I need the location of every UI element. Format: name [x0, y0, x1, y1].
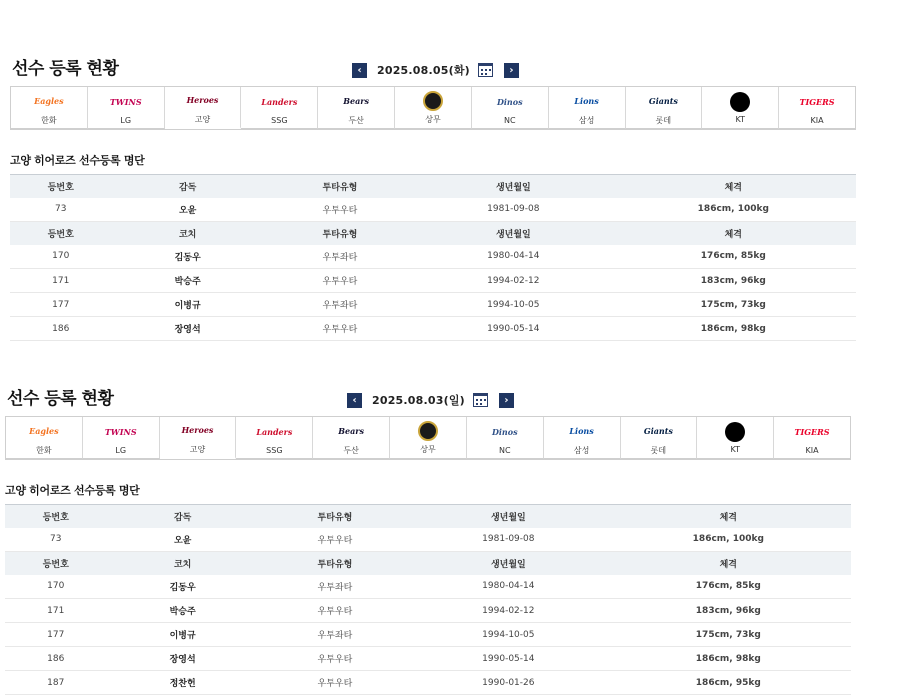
eagles-logo-icon: Eagles [34, 95, 64, 106]
team-tab-sangmu[interactable] [395, 87, 472, 129]
team-tab-twins[interactable] [83, 417, 160, 459]
birthdate-cell: 1981-09-08 [411, 528, 606, 552]
heroes-logo-icon: Heroes [181, 425, 214, 435]
giants-logo-icon: Giants [643, 425, 673, 436]
team-name: 고양 [194, 115, 211, 124]
team-name: NC [498, 445, 511, 455]
column-header: 생년월일 [416, 222, 611, 245]
number-cell: 73 [10, 198, 112, 222]
bears-logo-icon: Bears [343, 95, 370, 106]
team-name: 두산 [343, 445, 359, 455]
calendar-icon[interactable] [473, 393, 488, 407]
column-header: 생년월일 [411, 505, 606, 528]
team-tab-eagles[interactable] [6, 417, 83, 459]
physique-cell: 183cm, 96kg [606, 599, 851, 623]
name-cell: 오윤 [107, 528, 259, 552]
team-name: KT [735, 114, 745, 124]
bat-throw-cell: 우투우타 [259, 528, 411, 552]
table-header-row [5, 505, 851, 528]
bat-throw-cell: 우투좌타 [264, 245, 416, 269]
team-name: LG [120, 115, 132, 125]
column-header: 생년월일 [416, 175, 611, 198]
team-name: 두산 [348, 115, 364, 125]
column-header: 투타유형 [259, 552, 411, 575]
team-tab-tigers[interactable] [774, 417, 850, 459]
team-tab-heroes[interactable] [160, 417, 237, 459]
birthdate-cell: 1980-04-14 [411, 575, 606, 599]
registration-section-1 [10, 52, 856, 341]
team-tab-bears[interactable] [313, 417, 390, 459]
team-name: 롯데 [650, 445, 667, 455]
bat-throw-cell: 우투좌타 [264, 293, 416, 317]
birthdate-cell: 1990-01-26 [411, 671, 606, 695]
team-tab-sangmu[interactable] [390, 417, 467, 459]
column-header: 등번호 [10, 175, 112, 198]
date-navigator [352, 62, 519, 78]
team-name: 삼성 [578, 115, 595, 125]
column-header: 등번호 [5, 552, 107, 575]
bat-throw-cell: 우투우타 [264, 269, 416, 293]
column-header: 체격 [606, 552, 851, 575]
roster-title: 고양 히어로즈 선수등록 명단 [10, 154, 145, 167]
lions-logo-icon: Lions [574, 95, 599, 106]
team-name: 한화 [36, 445, 52, 455]
prev-date-button[interactable]: ‹ [352, 63, 367, 78]
team-name: NC [503, 115, 516, 125]
team-name: KIA [810, 115, 824, 125]
physique-cell: 186cm, 100kg [611, 198, 856, 222]
team-tab-wiz[interactable] [697, 417, 774, 459]
prev-date-button[interactable]: ‹ [347, 393, 362, 408]
team-tab-bar [5, 416, 851, 460]
team-name: 상무 [420, 444, 436, 454]
team-tab-dinos[interactable] [467, 417, 544, 459]
name-cell: 박승주 [107, 599, 259, 623]
team-name: SSG [271, 115, 288, 125]
physique-cell: 186cm, 98kg [611, 317, 856, 341]
table-header-row [10, 175, 856, 198]
eagles-logo-icon: Eagles [29, 425, 59, 436]
tigers-logo-icon: TIGERS [794, 426, 830, 437]
team-tab-bar [10, 86, 856, 130]
number-cell: 170 [5, 575, 107, 599]
column-header: 등번호 [5, 505, 107, 528]
giants-logo-icon: Giants [648, 95, 678, 106]
number-cell: 73 [5, 528, 107, 552]
number-cell: 186 [5, 647, 107, 671]
birthdate-cell: 1994-10-05 [416, 293, 611, 317]
bat-throw-cell: 우투우타 [259, 647, 411, 671]
number-cell: 186 [10, 317, 112, 341]
physique-cell: 186cm, 95kg [606, 671, 851, 695]
bat-throw-cell: 우투좌타 [259, 575, 411, 599]
column-header: 생년월일 [411, 552, 606, 575]
team-tab-giants[interactable] [626, 87, 703, 129]
column-header: 투타유형 [264, 175, 416, 198]
team-name: 상무 [425, 114, 441, 124]
physique-cell: 175cm, 73kg [611, 293, 856, 317]
birthdate-cell: 1994-02-12 [411, 599, 606, 623]
team-name: SSG [266, 445, 283, 455]
physique-cell: 175cm, 73kg [606, 623, 851, 647]
table-header-row [10, 222, 856, 245]
team-tab-eagles[interactable] [11, 87, 88, 129]
next-date-button[interactable]: › [499, 393, 514, 408]
team-tab-dinos[interactable] [472, 87, 549, 129]
section-header [10, 52, 856, 80]
registration-section-2 [5, 382, 851, 695]
table-row [5, 623, 851, 647]
team-tab-landers[interactable] [241, 87, 318, 129]
name-cell: 이병규 [112, 293, 264, 317]
roster-table [10, 174, 856, 341]
current-date: 2025.08.05(화) [377, 64, 470, 77]
bat-throw-cell: 우투우타 [259, 671, 411, 695]
team-name: 삼성 [573, 445, 590, 455]
team-tab-giants[interactable] [621, 417, 698, 459]
physique-cell: 176cm, 85kg [611, 245, 856, 269]
team-name: LG [115, 445, 127, 455]
table-row [10, 245, 856, 269]
bat-throw-cell: 우투우타 [259, 599, 411, 623]
birthdate-cell: 1994-10-05 [411, 623, 606, 647]
number-cell: 171 [10, 269, 112, 293]
team-name: 한화 [41, 115, 57, 125]
team-tab-lions[interactable] [544, 417, 621, 459]
name-cell: 김동우 [112, 245, 264, 269]
team-tab-lions[interactable] [549, 87, 626, 129]
name-cell: 정찬헌 [107, 671, 259, 695]
birthdate-cell: 1980-04-14 [416, 245, 611, 269]
table-row [10, 317, 856, 341]
birthdate-cell: 1981-09-08 [416, 198, 611, 222]
number-cell: 177 [10, 293, 112, 317]
column-header: 감독 [112, 175, 264, 198]
bat-throw-cell: 우투좌타 [259, 623, 411, 647]
team-tab-twins[interactable] [88, 87, 165, 129]
table-row [5, 599, 851, 623]
twins-logo-icon: TWINS [104, 426, 137, 437]
table-row [5, 575, 851, 599]
bat-throw-cell: 우투우타 [264, 317, 416, 341]
team-tab-tigers[interactable] [779, 87, 855, 129]
wiz-logo-icon [725, 422, 745, 442]
number-cell: 177 [5, 623, 107, 647]
physique-cell: 183cm, 96kg [611, 269, 856, 293]
table-header-row [5, 552, 851, 575]
table-row [10, 293, 856, 317]
name-cell: 오윤 [112, 198, 264, 222]
current-date: 2025.08.03(일) [372, 394, 465, 407]
team-name: KIA [805, 445, 819, 455]
date-navigator [347, 392, 514, 408]
column-header: 체격 [606, 505, 851, 528]
calendar-icon[interactable] [478, 63, 493, 77]
roster-title: 고양 히어로즈 선수등록 명단 [5, 484, 140, 497]
column-header: 코치 [107, 552, 259, 575]
dinos-logo-icon: Dinos [496, 96, 523, 107]
table-row [5, 528, 851, 552]
landers-logo-icon: Landers [256, 426, 293, 437]
column-header: 등번호 [10, 222, 112, 245]
dinos-logo-icon: Dinos [491, 426, 518, 437]
column-header: 체격 [611, 222, 856, 245]
table-row [10, 198, 856, 222]
landers-logo-icon: Landers [261, 96, 298, 107]
name-cell: 장영석 [107, 647, 259, 671]
twins-logo-icon: TWINS [109, 96, 142, 107]
table-row [5, 671, 851, 695]
team-tab-landers[interactable] [236, 417, 313, 459]
column-header: 감독 [107, 505, 259, 528]
name-cell: 김동우 [107, 575, 259, 599]
birthdate-cell: 1990-05-14 [411, 647, 606, 671]
team-name: KT [730, 444, 740, 454]
next-date-button[interactable]: › [504, 63, 519, 78]
sangmu-logo-icon [418, 421, 438, 441]
name-cell: 이병규 [107, 623, 259, 647]
team-tab-bears[interactable] [318, 87, 395, 129]
lions-logo-icon: Lions [569, 425, 594, 436]
team-name: 고양 [189, 445, 206, 454]
name-cell: 장영석 [112, 317, 264, 341]
number-cell: 187 [5, 671, 107, 695]
name-cell: 박승주 [112, 269, 264, 293]
tigers-logo-icon: TIGERS [799, 96, 835, 107]
column-header: 투타유형 [264, 222, 416, 245]
number-cell: 171 [5, 599, 107, 623]
column-header: 코치 [112, 222, 264, 245]
team-tab-heroes[interactable] [165, 87, 242, 129]
team-tab-wiz[interactable] [702, 87, 779, 129]
table-row [5, 647, 851, 671]
physique-cell: 176cm, 85kg [606, 575, 851, 599]
column-header: 투타유형 [259, 505, 411, 528]
page-title: 선수 등록 현황 [7, 389, 114, 409]
birthdate-cell: 1994-02-12 [416, 269, 611, 293]
column-header: 체격 [611, 175, 856, 198]
physique-cell: 186cm, 98kg [606, 647, 851, 671]
team-name: 롯데 [655, 115, 672, 125]
section-header [5, 382, 851, 410]
number-cell: 170 [10, 245, 112, 269]
wiz-logo-icon [730, 92, 750, 112]
sangmu-logo-icon [423, 91, 443, 111]
bat-throw-cell: 우투우타 [264, 198, 416, 222]
heroes-logo-icon: Heroes [186, 95, 219, 105]
physique-cell: 186cm, 100kg [606, 528, 851, 552]
roster-table [5, 504, 851, 695]
birthdate-cell: 1990-05-14 [416, 317, 611, 341]
page-title: 선수 등록 현황 [12, 59, 119, 79]
table-row [10, 269, 856, 293]
bears-logo-icon: Bears [338, 425, 365, 436]
